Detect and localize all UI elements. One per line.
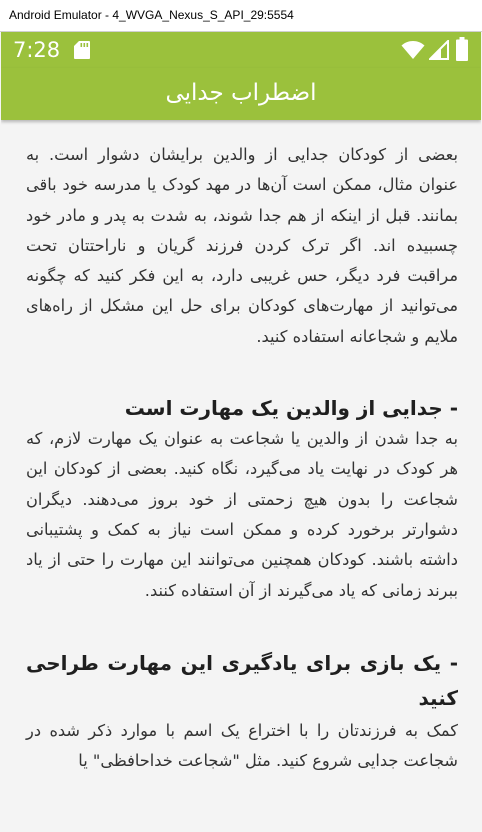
section-heading-skill: - جدایی از والدین یک مهارت است [124,396,458,421]
section-paragraph-game: کمک به فرزندتان را با اختراع یک اسم با موارد ذکر شده در شجاعت جدایی شروع کنید. مثل "شجاعت خداحافظی" یا [26,720,458,771]
signal-icon [429,40,449,60]
device-screen [1,32,481,832]
app-bar [1,68,481,120]
battery-icon [456,37,468,61]
page-title: اضطراب جدایی [165,80,317,106]
section-heading-game: - یک بازی برای یادگیری این مهارت طراحی کنید [26,650,458,710]
article-intro: بعضی از کودکان جدایی از والدین برایشان دشوار است. به عنوان مثال، ممکن است آن‌ها در مهد کودک یا مدرسه خود باقی بمانند. قبل از اینکه از هم جدا شوند، به شدت به پدر و مادر خود چسبیده اند. اگر ترک کردن فرزند گریان و ناراحتتان تحت مراقبت فرد دیگر، حس غریبی دارد، به این فکر کنید که چگونه می‌توانید از مهارت‌های کودکان برای حل این مشکل از راه‌های ملایم و شجاعانه استفاده کنید. [26,145,458,346]
status-time: 7:28 [13,38,61,62]
article-scroll-view[interactable] [1,120,481,832]
article-body [1,120,481,776]
status-bar [1,32,481,68]
sd-card-icon [73,40,91,60]
emulator-window-title: Android Emulator - 4_WVGA_Nexus_S_API_29:5554 [0,0,482,32]
wifi-icon [401,40,425,60]
section-paragraph-skill: به جدا شدن از والدین یا شجاعت به عنوان یک مهارت لازم، که هر کودک در نهایت یاد می‌گیرد، نگاه کنید. بعضی از کودکان این شجاعت را بدون هیچ زحمتی از خود بروز می‌دهند. دیگران دشوارتر برخورد کرده و ممکن است نیاز به کمک و پشتیبانی داشته باشند. کودکان همچنین می‌توانند این مهارت را حتی از یاد ببرند زمانی که یاد می‌گیرند از آن استفاده کنند. [26,429,458,600]
